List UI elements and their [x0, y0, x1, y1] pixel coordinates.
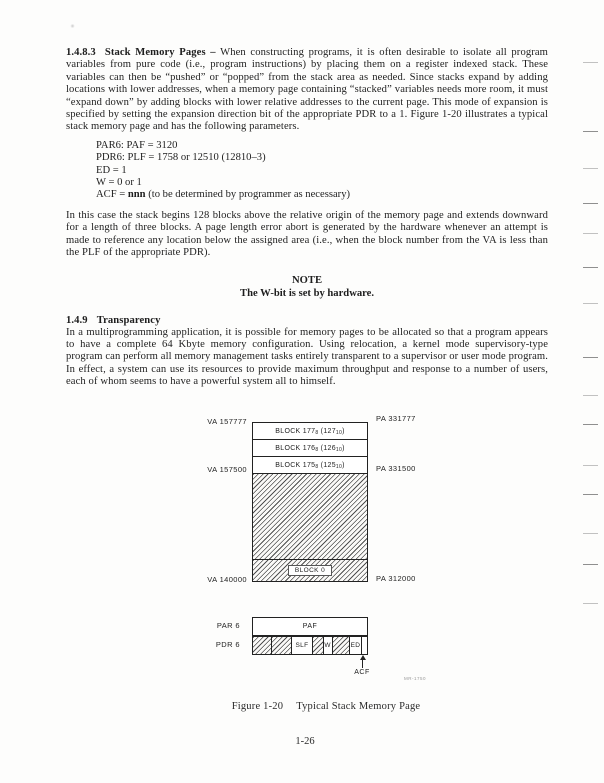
edge-mark: [583, 203, 598, 204]
section-1-4-9-heading: [66, 314, 548, 327]
edge-mark: [583, 465, 598, 466]
figure-caption-number: Figure 1-20: [231, 701, 284, 712]
block-0-label: BLOCK 0: [288, 565, 332, 576]
edge-mark: [583, 267, 598, 268]
param-w: W = 0 or 1: [96, 177, 142, 189]
par6-label: PAR 6: [216, 621, 240, 630]
section-title: Stack Memory Pages –: [104, 47, 216, 58]
par6-register: [252, 617, 368, 636]
text-column: [66, 47, 548, 389]
pdr-unused-field: [332, 637, 349, 654]
block-177-row: BLOCK 177 8 (127 10 ): [253, 423, 367, 440]
edge-mark: [583, 168, 598, 169]
pa-top-label: PA 331777: [376, 414, 416, 423]
edge-mark: [583, 62, 598, 63]
pdr-unused-field: [271, 637, 290, 654]
section-title: Transparency: [96, 314, 161, 326]
parameter-list: [96, 140, 548, 202]
section-body: When constructing programs, it is often desirable to isolate all program variables from pure code (i.e., program instructions) by placing them on a register indexed stack. These variables can then be “pushed” or “popped” from the stack area as needed. Since stacks expand by adding locations with lower addresses, when a memory page containing “stacked” variables needs more room, it must “expand down” by adding blocks with lower relative addresses to the current page. This mode of expansion is specified by setting the expansion direction bit of the appropriate PDR to a 1. Figure 1-20 illustrates a typical stack memory page and has the following parameters.: [66, 47, 549, 133]
stack-explanation-paragraph: In this case the stack begins 128 blocks above the relative origin of the memory page and extends downward for a length of three blocks. A page length error abort is generated by the hardware whenever an attempt is made to reference any location below the assigned area (i.e., when the block number from the VA is less than the PLF of the appropriate PDR).: [66, 209, 548, 259]
note-title: NOTE: [291, 274, 323, 286]
acf-label: ACF: [354, 669, 370, 676]
edge-mark: [583, 424, 598, 425]
edge-mark: [583, 131, 598, 132]
block-175-row: BLOCK 175 8 (125 10 ): [253, 457, 367, 474]
edge-mark: [583, 603, 598, 604]
pa-bottom-label: PA 312000: [376, 574, 416, 583]
section-number: 1.4.8.3: [66, 47, 96, 58]
figure-caption-text: Typical Stack Memory Page: [296, 701, 421, 712]
edge-mark: [583, 303, 598, 304]
section-number: 1.4.9: [66, 314, 88, 326]
pa-mid-label: PA 331500: [376, 464, 416, 473]
param-par6: PAR6: PAF = 3120: [96, 139, 178, 151]
w-field-label: W: [323, 637, 332, 654]
section-1-4-8-3: [66, 47, 548, 134]
pdr-unused-field: [312, 637, 322, 654]
edge-mark: [583, 395, 598, 396]
acf-arrow-line: [362, 659, 363, 668]
acf-bold: nnn: [127, 189, 146, 201]
pdr6-register: [252, 636, 368, 655]
param-ed: ED = 1: [96, 164, 127, 176]
memory-page-diagram: [252, 422, 368, 582]
param-acf: ACF = nnn (to be determined by programmer as necessary): [96, 189, 351, 201]
ed-field-label: ED: [349, 637, 362, 654]
va-bottom-label: VA 140000: [207, 575, 247, 584]
edge-mark: [583, 233, 598, 234]
edge-mark: [583, 564, 598, 565]
unused-area-hatch: [253, 474, 367, 559]
figure-caption: [24, 701, 604, 712]
note-block: [66, 274, 548, 300]
param-pdr6: PDR6: PLF = 1758 or 12510 (12810–3): [96, 152, 266, 164]
slf-field-label: SLF: [291, 637, 313, 654]
acf-field: [361, 637, 367, 654]
va-mid-label: VA 157500: [207, 465, 247, 474]
pdr-unused-field: [253, 637, 271, 654]
edge-mark: [583, 494, 598, 495]
block-0-strip: [253, 559, 367, 581]
note-body: The W-bit is set by hardware.: [240, 287, 374, 299]
page-number: 1-26: [295, 736, 315, 747]
pdr6-label: PDR 6: [215, 640, 240, 649]
scan-speck: [70, 24, 75, 28]
va-top-label: VA 157777: [207, 417, 247, 426]
block-176-row: BLOCK 176 8 (126 10 ): [253, 440, 367, 457]
transparency-paragraph: In a multiprogramming application, it is possible for memory pages to be allocated so that a program appears to have a complete 64 Kbyte memory configuration. Using relocation, a kernel mode supervisory-type program can perform all memory management tasks entirely transparent to a supervisor or user mode program. In effect, a system can use its resources to provide maximum throughput and response to a number of users, each of whom seems to have a powerful system all to himself.: [66, 326, 548, 388]
paf-field-label: PAF: [302, 623, 318, 630]
edge-mark: [583, 357, 598, 358]
figure-artifact-number: MR-1750: [404, 676, 427, 681]
edge-mark: [583, 533, 598, 534]
